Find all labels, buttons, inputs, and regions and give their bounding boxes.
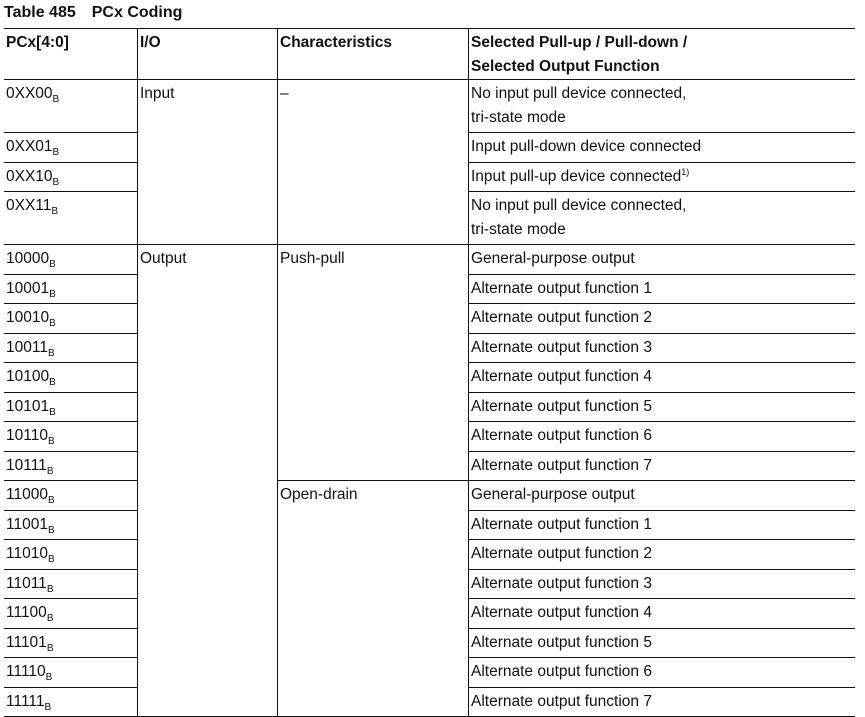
function-cell <box>469 481 856 511</box>
io-cell: Input <box>138 80 278 245</box>
code-cell <box>4 162 138 192</box>
io-cell: Output <box>138 245 278 717</box>
code-value: 11001 <box>6 515 48 533</box>
code-value: 11011 <box>6 574 47 592</box>
header-characteristics: Characteristics <box>278 29 469 80</box>
table-name: PCx Coding <box>91 4 183 21</box>
code-cell <box>4 133 138 163</box>
code-value: 10100 <box>6 368 50 385</box>
code-cell <box>4 569 138 599</box>
function-text: tri-state mode <box>471 221 566 238</box>
function-text: Input pull-down device connected <box>471 138 702 155</box>
function-cell <box>469 628 856 658</box>
code-value: 10001 <box>6 279 50 297</box>
function-cell <box>469 333 856 363</box>
footnote-mark: 1) <box>681 166 690 177</box>
radix-subscript: B <box>49 318 56 329</box>
code-cell <box>4 333 138 363</box>
code-value: 11101 <box>6 633 47 651</box>
code-cell <box>4 274 138 304</box>
function-text: No input pull device connected, <box>471 197 687 214</box>
function-cell <box>469 569 856 599</box>
function-cell <box>469 510 856 540</box>
function-cell <box>469 363 856 393</box>
code-cell <box>4 451 138 481</box>
function-text: General-purpose output <box>471 486 635 503</box>
function-text: tri-state mode <box>471 109 566 126</box>
radix-subscript: B <box>47 495 55 506</box>
table-number: Table 485 <box>4 4 76 21</box>
header-function <box>469 29 856 80</box>
code-value: 11110 <box>6 663 46 680</box>
function-cell <box>469 192 856 245</box>
code-cell <box>4 422 138 452</box>
characteristics-cell: Open-drain <box>278 481 469 717</box>
code-value: 10000 <box>6 250 50 267</box>
code-cell <box>4 510 138 540</box>
code-cell <box>4 304 138 334</box>
radix-subscript: B <box>49 259 56 270</box>
radix-subscript: B <box>49 288 56 300</box>
function-text: No input pull device connected, <box>471 85 687 102</box>
code-cell <box>4 628 138 658</box>
code-cell <box>4 245 138 275</box>
radix-subscript: B <box>52 176 60 188</box>
function-cell <box>469 540 856 570</box>
header-function-line2: Selected Output Function <box>471 58 660 75</box>
code-value: 0XX01 <box>6 138 53 155</box>
code-cell <box>4 540 138 570</box>
code-value: 11000 <box>6 486 48 503</box>
function-text: Alternate output function 6 <box>471 427 652 444</box>
code-value: 10101 <box>6 397 50 415</box>
header-pcx: PCx[4:0] <box>4 29 138 80</box>
table-row <box>4 80 855 133</box>
function-text: Alternate output function 7 <box>471 456 652 474</box>
radix-subscript: B <box>44 701 52 713</box>
radix-subscript: B <box>46 642 54 654</box>
function-cell <box>469 133 856 163</box>
code-cell <box>4 599 138 629</box>
function-text: Alternate output function 3 <box>471 574 652 592</box>
code-cell <box>4 363 138 393</box>
code-cell <box>4 658 138 688</box>
code-value: 10111 <box>6 456 47 474</box>
header-io: I/O <box>138 29 278 80</box>
table-row <box>4 245 855 275</box>
function-text: Alternate output function 7 <box>471 692 652 710</box>
radix-subscript: B <box>46 465 54 477</box>
radix-subscript: B <box>47 554 55 565</box>
radix-subscript: B <box>47 436 55 447</box>
function-text: Alternate output function 1 <box>471 279 652 297</box>
code-value: 0XX10 <box>6 167 53 185</box>
function-text: Alternate output function 1 <box>471 515 652 533</box>
header-function-line1: Selected Pull-up / Pull-down / <box>471 34 688 51</box>
radix-subscript: B <box>47 347 55 359</box>
function-text: Alternate output function 6 <box>471 663 652 680</box>
function-cell <box>469 422 856 452</box>
radix-subscript: B <box>49 406 56 418</box>
function-text: Alternate output function 5 <box>471 633 652 651</box>
function-cell <box>469 687 856 717</box>
radix-subscript: B <box>52 94 60 105</box>
code-cell <box>4 481 138 511</box>
function-cell <box>469 392 856 422</box>
radix-subscript: B <box>46 583 54 595</box>
function-cell <box>469 162 856 192</box>
function-cell <box>469 304 856 334</box>
function-cell <box>469 451 856 481</box>
code-value: 0XX00 <box>6 85 53 102</box>
function-text: General-purpose output <box>471 250 635 267</box>
code-value: 10010 <box>6 309 50 326</box>
function-cell <box>469 658 856 688</box>
function-text: Alternate output function 3 <box>471 338 652 356</box>
radix-subscript: B <box>51 206 59 217</box>
table-row <box>4 481 855 511</box>
code-value: 11010 <box>6 545 48 562</box>
function-text: Alternate output function 2 <box>471 309 652 326</box>
function-text: Alternate output function 4 <box>471 604 652 621</box>
pcx-coding-table <box>4 28 855 717</box>
characteristics-cell: – <box>278 80 469 245</box>
code-value: 11111 <box>6 692 45 710</box>
code-value: 10011 <box>6 338 48 356</box>
header-row <box>4 29 855 80</box>
radix-subscript: B <box>47 524 55 536</box>
function-cell <box>469 80 856 133</box>
code-value: 11100 <box>6 604 47 621</box>
code-cell <box>4 80 138 133</box>
code-cell <box>4 192 138 245</box>
radix-subscript: B <box>49 377 56 388</box>
function-text: Input pull-up device connected <box>471 167 682 185</box>
code-cell <box>4 392 138 422</box>
function-cell <box>469 245 856 275</box>
radix-subscript: B <box>46 613 54 624</box>
radix-subscript: B <box>45 672 53 683</box>
function-cell <box>469 274 856 304</box>
radix-subscript: B <box>52 147 60 158</box>
function-text: Alternate output function 4 <box>471 368 652 385</box>
characteristics-cell: Push-pull <box>278 245 469 481</box>
function-cell <box>469 599 856 629</box>
code-value: 10110 <box>6 427 48 444</box>
code-value: 0XX11 <box>6 197 52 214</box>
function-text: Alternate output function 2 <box>471 545 652 562</box>
table-caption <box>4 4 198 22</box>
code-cell <box>4 687 138 717</box>
function-text: Alternate output function 5 <box>471 397 652 415</box>
